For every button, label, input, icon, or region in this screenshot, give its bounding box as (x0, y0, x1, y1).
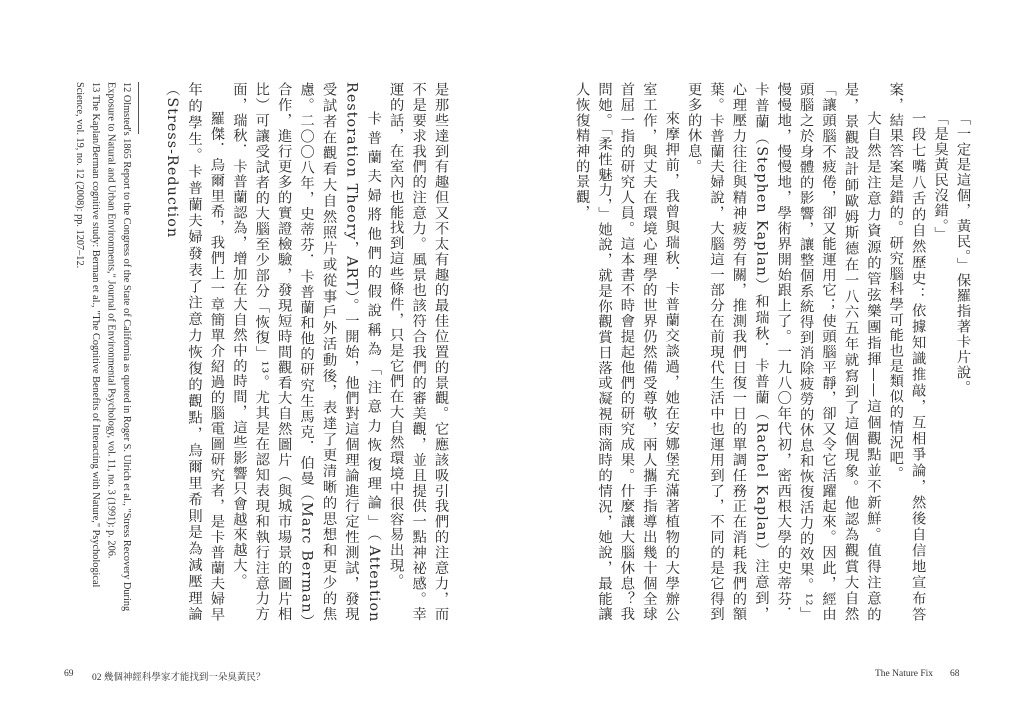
paragraph: 一段七嘴八舌的自然歷史：依據知識推敲，互相爭論，然後自信地宣布答案，結果答案是錯的。研究腦科學可能也是類似的情況吧。 (887, 82, 927, 622)
footnote (103, 82, 134, 622)
footnotes (74, 82, 134, 622)
footnote-text: Olmsted's 1865 Report to the Congress of the State of California as quoted in Roger S. Ulrich et al., "Stress Recovery During Exposure to Natural and Urban Environments," Journal of Environmental Psychology, vol. 11, no. 3 (1991): p. 206. (105, 82, 132, 612)
paragraph: 大自然是注意力資源的管弦樂團指揮——這個觀點並不新鮮。值得注意的是，景觀設計師歐姆斯德在一八六五年就寫到了這個現象。他認為觀賞大自然「讓頭腦不疲倦，卻又能運用它；使頭腦平靜，卻又令它活躍起來。因此，經由頭腦之於身體的影響，讓整個系統得到消除疲勞的休息和恢復活力的效果。¹²」慢慢地，慢慢地，學術界開始跟上了。一九八〇年代初，密西根大學的史蒂芬．卡普蘭（Stephen Kaplan）和瑞秋．卡普蘭（Rachel Kaplan）注意到，心理壓力往往與精神疲勞有關，推測我們日復一日的單調任務正在消耗我們的額葉。卡普蘭夫婦說，大腦這一部分在前現代生活中也運用到了，不同的是它得到更多的休息。 (686, 82, 882, 622)
running-head-left: 02 幾個神經科學家才能找到一朵臭黃民？ (92, 673, 266, 683)
paragraph: 羅傑．烏爾里希，我們上一章簡單介紹過的腦電圖研究者，是卡普蘭夫婦早年的學生。卡普蘭夫婦發表了注意力恢復的觀點，烏爾里希則是為減壓理論（Stress-Reduction (164, 82, 225, 622)
paragraph: 「一定是這個，黃民。」保羅指著卡片說。 (955, 110, 971, 396)
right-page-body (550, 82, 974, 622)
footnote-number: 12 (121, 82, 132, 93)
footnote-divider (138, 82, 139, 134)
running-head-right: The Nature Fix (875, 669, 934, 679)
paragraph: 卡普蘭夫婦將他們的假說稱為「注意力恢復理論」（Attention Restoration Theory，ART）。一開始，他們對這個理論進行定性測試，發現受試者在觀看大自然照片或從事戶外活動後，表達了更清晰的思想和更少的焦慮。二〇〇八年，史蒂芬．卡普蘭和他的研究生馬克．伯曼（Marc Berman）合作，進行更多的實證檢驗，發現短時間觀看大自然圖片（與城市場景的圖片相比）可讓受試者的大腦至少部分「恢復」¹³。尤其是在認知表現和執行注意力方面，瑞秋．卡普蘭認為，增加在大自然中的時間，這些影響只會越來越大。 (231, 82, 382, 622)
page-number-left: 69 (64, 669, 74, 679)
page-number-right: 68 (950, 669, 960, 679)
paragraph: 「是臭黃民沒錯。」 (932, 110, 949, 242)
footnote-number: 13 (89, 82, 101, 93)
left-page-body (127, 82, 452, 622)
paragraph: 是那些達到有趣但又不太有趣的最佳位置的景觀。它應該吸引我們的注意力，而不是要求我們的注意力。風景也該符合我們的審美觀，並且提供一點神祕感。幸運的話，在室內也能找到這些條件，只是它們在大自然環境中很容易出現。 (388, 82, 449, 622)
footnote-text: The Kaplan/Berman cognitive study: Berman et al., "The Cognitive Benefits of Interacting with Nature," Psychological Science, vol. 19, no. 12 (2008): pp. 1207–12. (74, 82, 101, 588)
right-page (512, 0, 1024, 717)
paragraph: 來摩押前，我曾與瑞秋．卡普蘭交談過，她在安娜堡充滿著植物的大學辦公室工作，與丈夫在環境心理學的世界仍然備受尊敬，兩人攜手指導出幾十個全球首屈一指的研究人員。這本書不時會提起他們的研究成果。什麼讓大腦休息？我問她。「柔性魅力，」她說，就是你觀賞日落或凝視雨滴時的情況，她說，最能讓人恢復精神的景觀， (574, 82, 680, 622)
footnote (72, 82, 103, 622)
